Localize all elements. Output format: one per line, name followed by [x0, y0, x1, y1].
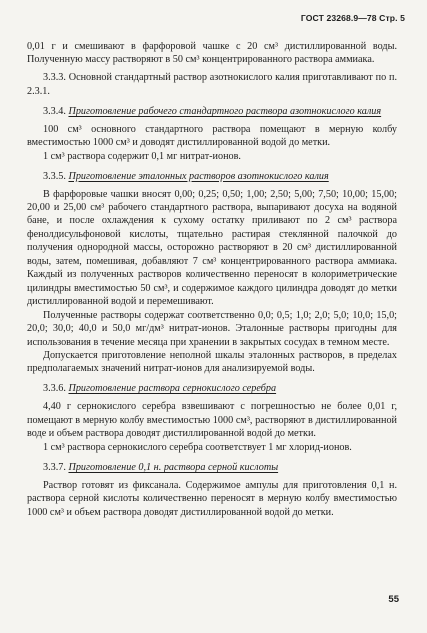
section-number: 3.3.6. — [43, 383, 66, 395]
section-title: Приготовление рабочего стандартного раствора азотнокислого калия — [68, 105, 382, 117]
paragraph: Раствор готовят из фиксанала. Содержимое ампулы для приготовления 0,1 н. раствора серной кислоты количественно переносят в мерную колбу вместимостью 1000 см³ и объем раствора доводят дистиллированной водой до метки. — [27, 479, 397, 518]
paragraph: Допускается приготовление неполной шкалы эталонных растворов, в пределах предполагаемых значений нитрат-ионов для анализируемой воды. — [27, 350, 397, 375]
page-header — [301, 13, 405, 23]
document-body — [27, 40, 397, 519]
section-heading — [27, 170, 397, 183]
paragraph: 1 см³ раствора сернокислого серебра соответствует 1 мг хлорид-ионов. — [43, 441, 352, 453]
paragraph: 4,40 г сернокислого серебра взвешивают с погрешностью не более 0,01 г, помещают в мерную колбу вместимостью 1000 см³, растворяют в дистиллированной воде и объем раствора доводят дистиллированной водой до метки. — [27, 401, 397, 440]
paragraph: Полученные растворы содержат соответственно 0,0; 0,5; 1,0; 2,0; 5,0; 10,0; 15,0; 20,0; 30,0; 40,0 и 50,0 мг/дм³ нитрат-ионов. Эталонные растворы пригодны для использования в течение месяца при хранении в закрытых сосудах в темном месте. — [27, 309, 397, 348]
section-heading — [27, 382, 397, 395]
section-title: Приготовление раствора сернокислого серебра — [68, 383, 277, 395]
section-title: Приготовление 0,1 н. раствора серной кислоты — [68, 461, 279, 473]
section-title: Приготовление эталонных растворов азотнокислого калия — [68, 170, 329, 182]
paragraph: 0,01 г и смешивают в фарфоровой чашке с 20 см³ дистиллированной воды. Полученную массу растворяют в 50 см³ концентрированного раствора аммиака. — [27, 41, 397, 66]
paragraph: В фарфоровые чашки вносят 0,00; 0,25; 0,50; 1,00; 2,50; 5,00; 7,50; 10,00; 15,00; 20,00 и 25,00 см³ рабочего стандартного раствора, выпаривают досуха на водяной бане, и после охлаждения к сухому остатку приливают по 2 см³ раствора фенолдисульфоновой кислоты, тщательно растирая стеклянной палочкой до получения однородной массы, осторожно растворяют в 20 см³ дистиллированной воды, затем, помешивая, добавляют 7 см³ концентрированного раствора аммиака. Каждый из полученных растворов количественно переносят в колориметрические цилиндры вместимостью 50 см³, и содержимое каждого цилиндра доводят до метки дистиллированной водой и перемешивают. — [27, 188, 397, 308]
section-number: 3.3.5. — [43, 170, 66, 182]
standard-number: ГОСТ 23268.9—78 — [300, 13, 377, 23]
paragraph: 1 см³ раствора содержит 0,1 мг нитрат-ионов. — [43, 150, 241, 162]
paragraph: 100 см³ основного стандартного раствора помещают в мерную колбу вместимостью 1000 см³ и доводят дистиллированной водой до метки. — [27, 123, 397, 149]
section-heading — [27, 105, 397, 118]
page-label: Стр. 5 — [379, 13, 405, 23]
section-number: 3.3.4. — [43, 105, 66, 117]
paragraph: 3.3.3. Основной стандартный раствор азотнокислого калия приготавливают по п. 2.3.1. — [27, 72, 397, 97]
section-heading — [27, 461, 397, 474]
section-number: 3.3.7. — [43, 461, 66, 473]
page-number: 55 — [388, 594, 399, 605]
